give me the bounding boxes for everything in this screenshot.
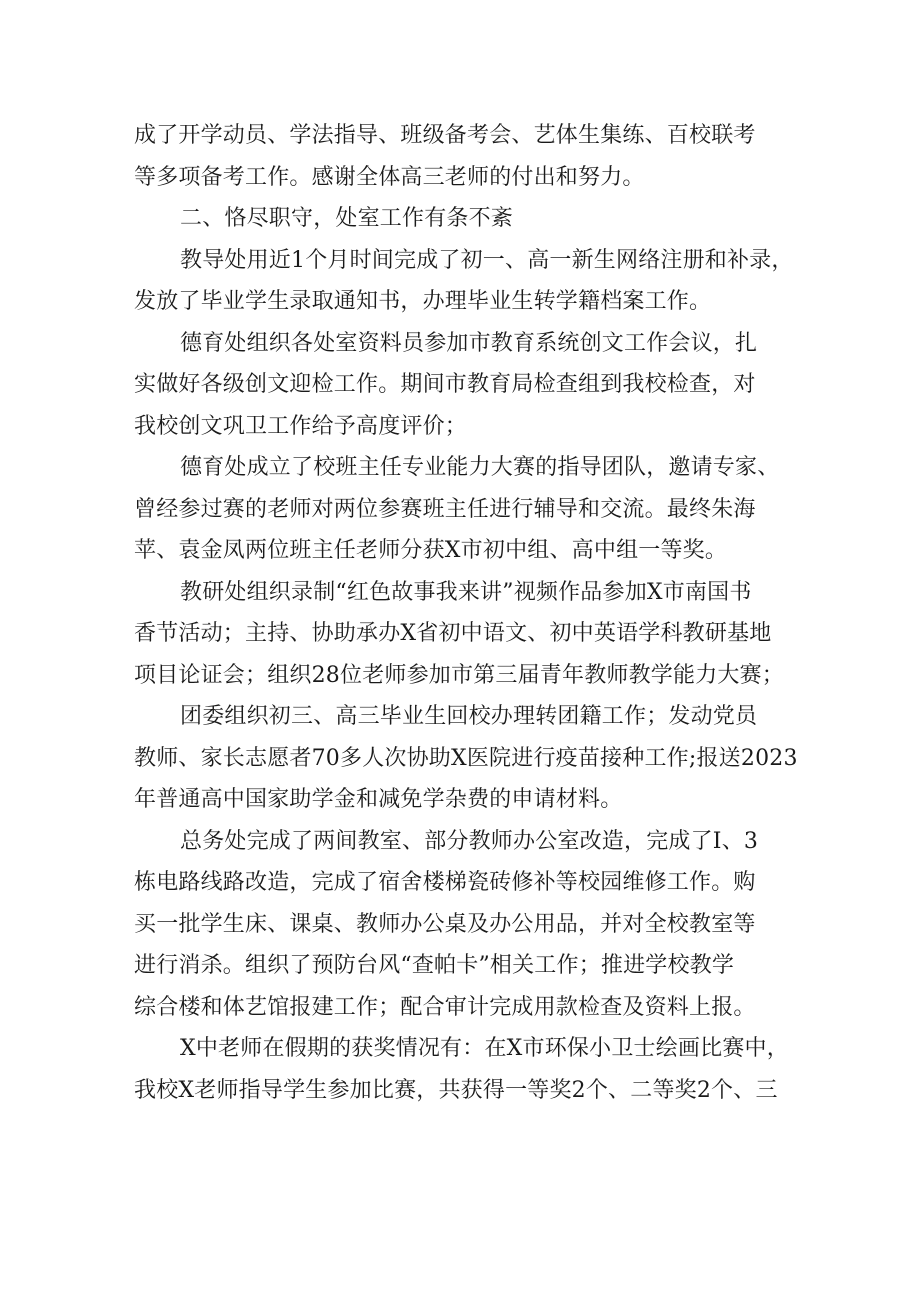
text-line: 成了开学动员、学法指导、班级备考会、艺体生集练、百校联考 bbox=[134, 123, 756, 148]
document-body bbox=[134, 115, 806, 1111]
text-line: 等多项备考工作。感谢全体高三老师的付出和努力。 bbox=[134, 164, 645, 190]
text-line: 总务处完成了两间教室、部分教师办公室改造，完成了I、3 bbox=[180, 828, 759, 854]
text-line: 德育处成立了校班主任专业能力大赛的指导团队，邀请专家、 bbox=[180, 455, 780, 480]
text-line: 团委组织初三、高三毕业生回校办理转团籍工作；发动党员 bbox=[180, 704, 758, 729]
text-line: 栋电路线路改造，完成了宿舍楼梯瓷砖修补等校园维修工作。购 bbox=[134, 870, 756, 895]
text-line: 德育处组织各处室资料员参加市教育系统创文工作会议，扎 bbox=[180, 330, 758, 356]
text-line: 年普通高中国家助学金和减免学杂费的申请材料。 bbox=[134, 787, 623, 812]
text-line: 我校X老师指导学生参加比赛，共获得一等奖2个、二等奖2个、三 bbox=[134, 1077, 778, 1103]
text-line: 发放了毕业学生录取通知书，办理毕业生转学籍档案工作。 bbox=[134, 289, 712, 314]
text-line: 我校创文巩卫工作给予高度评价； bbox=[134, 413, 468, 439]
text-line: 曾经参过赛的老师对两位参赛班主任进行辅导和交流。最终朱海 bbox=[134, 496, 756, 522]
text-line: 进行消杀。组织了预防台风“查帕卡”相关工作；推进学校教学 bbox=[134, 953, 735, 978]
text-line: 综合楼和体艺馆报建工作；配合审计完成用款检查及资料上报。 bbox=[134, 994, 756, 1020]
text-line: 香节活动；主持、协助承办X省初中语文、初中英语学科教研基地 bbox=[134, 621, 772, 646]
text-line: 项目论证会；组织28位老师参加市第三届青年教师教学能力大赛； bbox=[134, 662, 784, 688]
section-heading: 二、恪尽职守，处室工作有条不紊 bbox=[180, 206, 514, 231]
text-line: 苹、袁金凤两位班主任老师分获X市初中组、高中组一等奖。 bbox=[134, 538, 728, 563]
text-line: 实做好各级创文迎检工作。期间市教育局检查组到我校检查，对 bbox=[134, 372, 756, 397]
text-line: 教导处用近1个月时间完成了初一、高一新生网络注册和补录， bbox=[180, 247, 794, 273]
text-line: 教研处组织录制“红色故事我来讲”视频作品参加X市南国书 bbox=[180, 579, 752, 605]
text-line: X中老师在假期的获奖情况有：在X市环保小卫士绘画比赛中， bbox=[180, 1036, 789, 1061]
text-line: 教师、家长志愿者70多人次协助X医院进行疫苗接种工作;报送2023 bbox=[134, 745, 798, 771]
text-line: 买一批学生床、课桌、教师办公桌及办公用品，并对全校教室等 bbox=[134, 911, 756, 937]
